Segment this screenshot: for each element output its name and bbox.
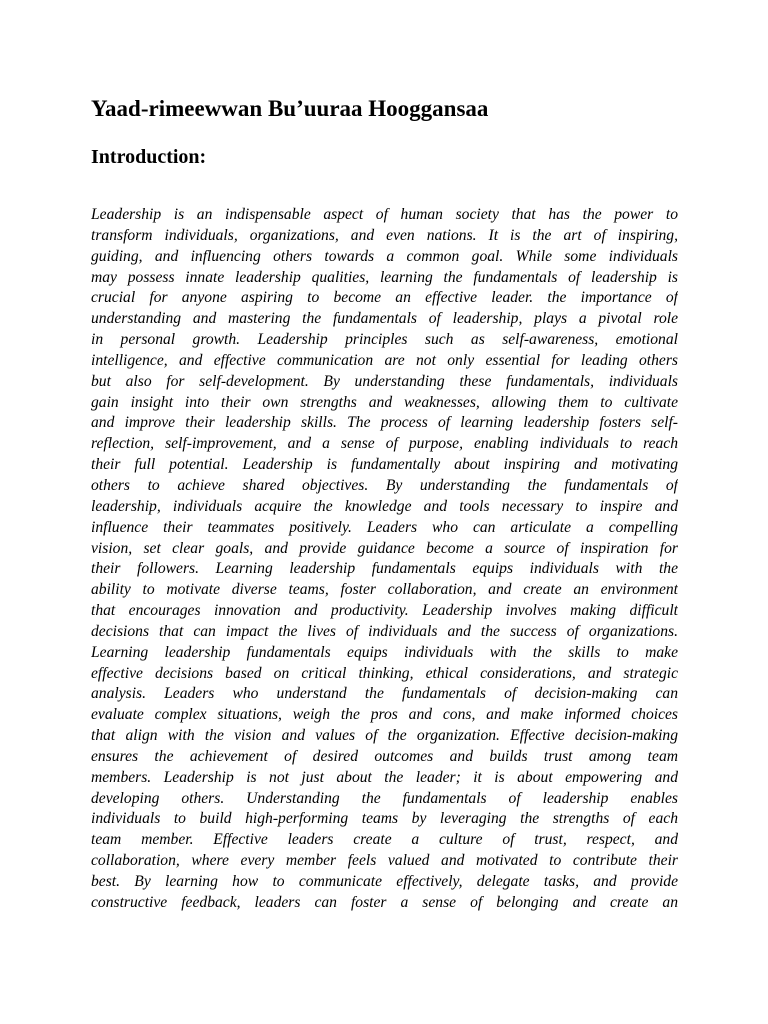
body-line: others to achieve shared objectives. By understanding the fundamentals of — [91, 476, 678, 494]
body-line: but also for self-development. By understanding these fundamentals, individuals — [91, 372, 678, 390]
body-line: leadership, individuals acquire the knowledge and tools necessary to inspire and — [91, 497, 678, 515]
body-line: understanding and mastering the fundamentals of leadership, plays a pivotal role — [91, 310, 678, 328]
body-line: that encourages innovation and productivity. Leadership involves making difficult — [91, 602, 678, 620]
body-line: that align with the vision and values of the organization. Effective decision-making — [91, 727, 678, 745]
body-line: effective decisions based on critical thinking, ethical considerations, and strategic — [91, 664, 678, 682]
body-line: team member. Effective leaders create a culture of trust, respect, and — [91, 831, 678, 849]
document-title: Yaad-rimeewwan Bu’uuraa Hooggansaa — [91, 96, 489, 121]
body-line: constructive feedback, leaders can foster a sense of belonging and create an — [91, 893, 678, 911]
body-line: guiding, and influencing others towards a common goal. While some individuals — [91, 247, 678, 265]
body-line: developing others. Understanding the fundamentals of leadership enables — [91, 789, 678, 807]
body-line: decisions that can impact the lives of individuals and the success of organizations. — [91, 622, 678, 640]
body-line: crucial for anyone aspiring to become an effective leader. the importance of — [91, 289, 678, 307]
section-heading-introduction: Introduction: — [91, 146, 207, 168]
body-line: reflection, self-improvement, and a sense of purpose, enabling individuals to reach — [91, 435, 678, 453]
body-line: and improve their leadership skills. The process of learning leadership fosters self- — [91, 414, 678, 432]
body-line: Leadership is an indispensable aspect of human society that has the power to — [91, 206, 678, 223]
body-paragraph — [91, 205, 678, 914]
body-line: gain insight into their own strengths and weaknesses, allowing them to cultivate — [91, 393, 678, 411]
body-line: their followers. Learning leadership fundamentals equips individuals with the — [91, 560, 678, 578]
body-line: ability to motivate diverse teams, foster collaboration, and create an environment — [91, 581, 678, 599]
body-line: ensures the achievement of desired outcomes and builds trust among team — [91, 747, 678, 765]
body-line: Learning leadership fundamentals equips individuals with the skills to make — [91, 643, 678, 661]
body-line: vision, set clear goals, and provide guidance become a source of inspiration for — [91, 539, 678, 557]
body-line: influence their teammates positively. Leaders who can articulate a compelling — [91, 518, 678, 536]
body-line: transform individuals, organizations, and even nations. It is the art of inspiring, — [91, 226, 678, 244]
body-line: analysis. Leaders who understand the fundamentals of decision-making can — [91, 685, 678, 703]
body-line: individuals to build high-performing teams by leveraging the strengths of each — [91, 810, 678, 828]
body-line: collaboration, where every member feels valued and motivated to contribute their — [91, 852, 678, 870]
body-line: their full potential. Leadership is fundamentally about inspiring and motivating — [91, 456, 678, 474]
body-line: in personal growth. Leadership principles such as self-awareness, emotional — [91, 331, 678, 349]
body-line: members. Leadership is not just about the leader; it is about empowering and — [91, 768, 678, 786]
body-line: may possess innate leadership qualities, learning the fundamentals of leadership is — [91, 268, 678, 286]
body-line: intelligence, and effective communication are not only essential for leading others — [91, 351, 678, 369]
body-line: evaluate complex situations, weigh the pros and cons, and make informed choices — [91, 706, 678, 724]
body-line: best. By learning how to communicate effectively, delegate tasks, and provide — [91, 873, 678, 890]
